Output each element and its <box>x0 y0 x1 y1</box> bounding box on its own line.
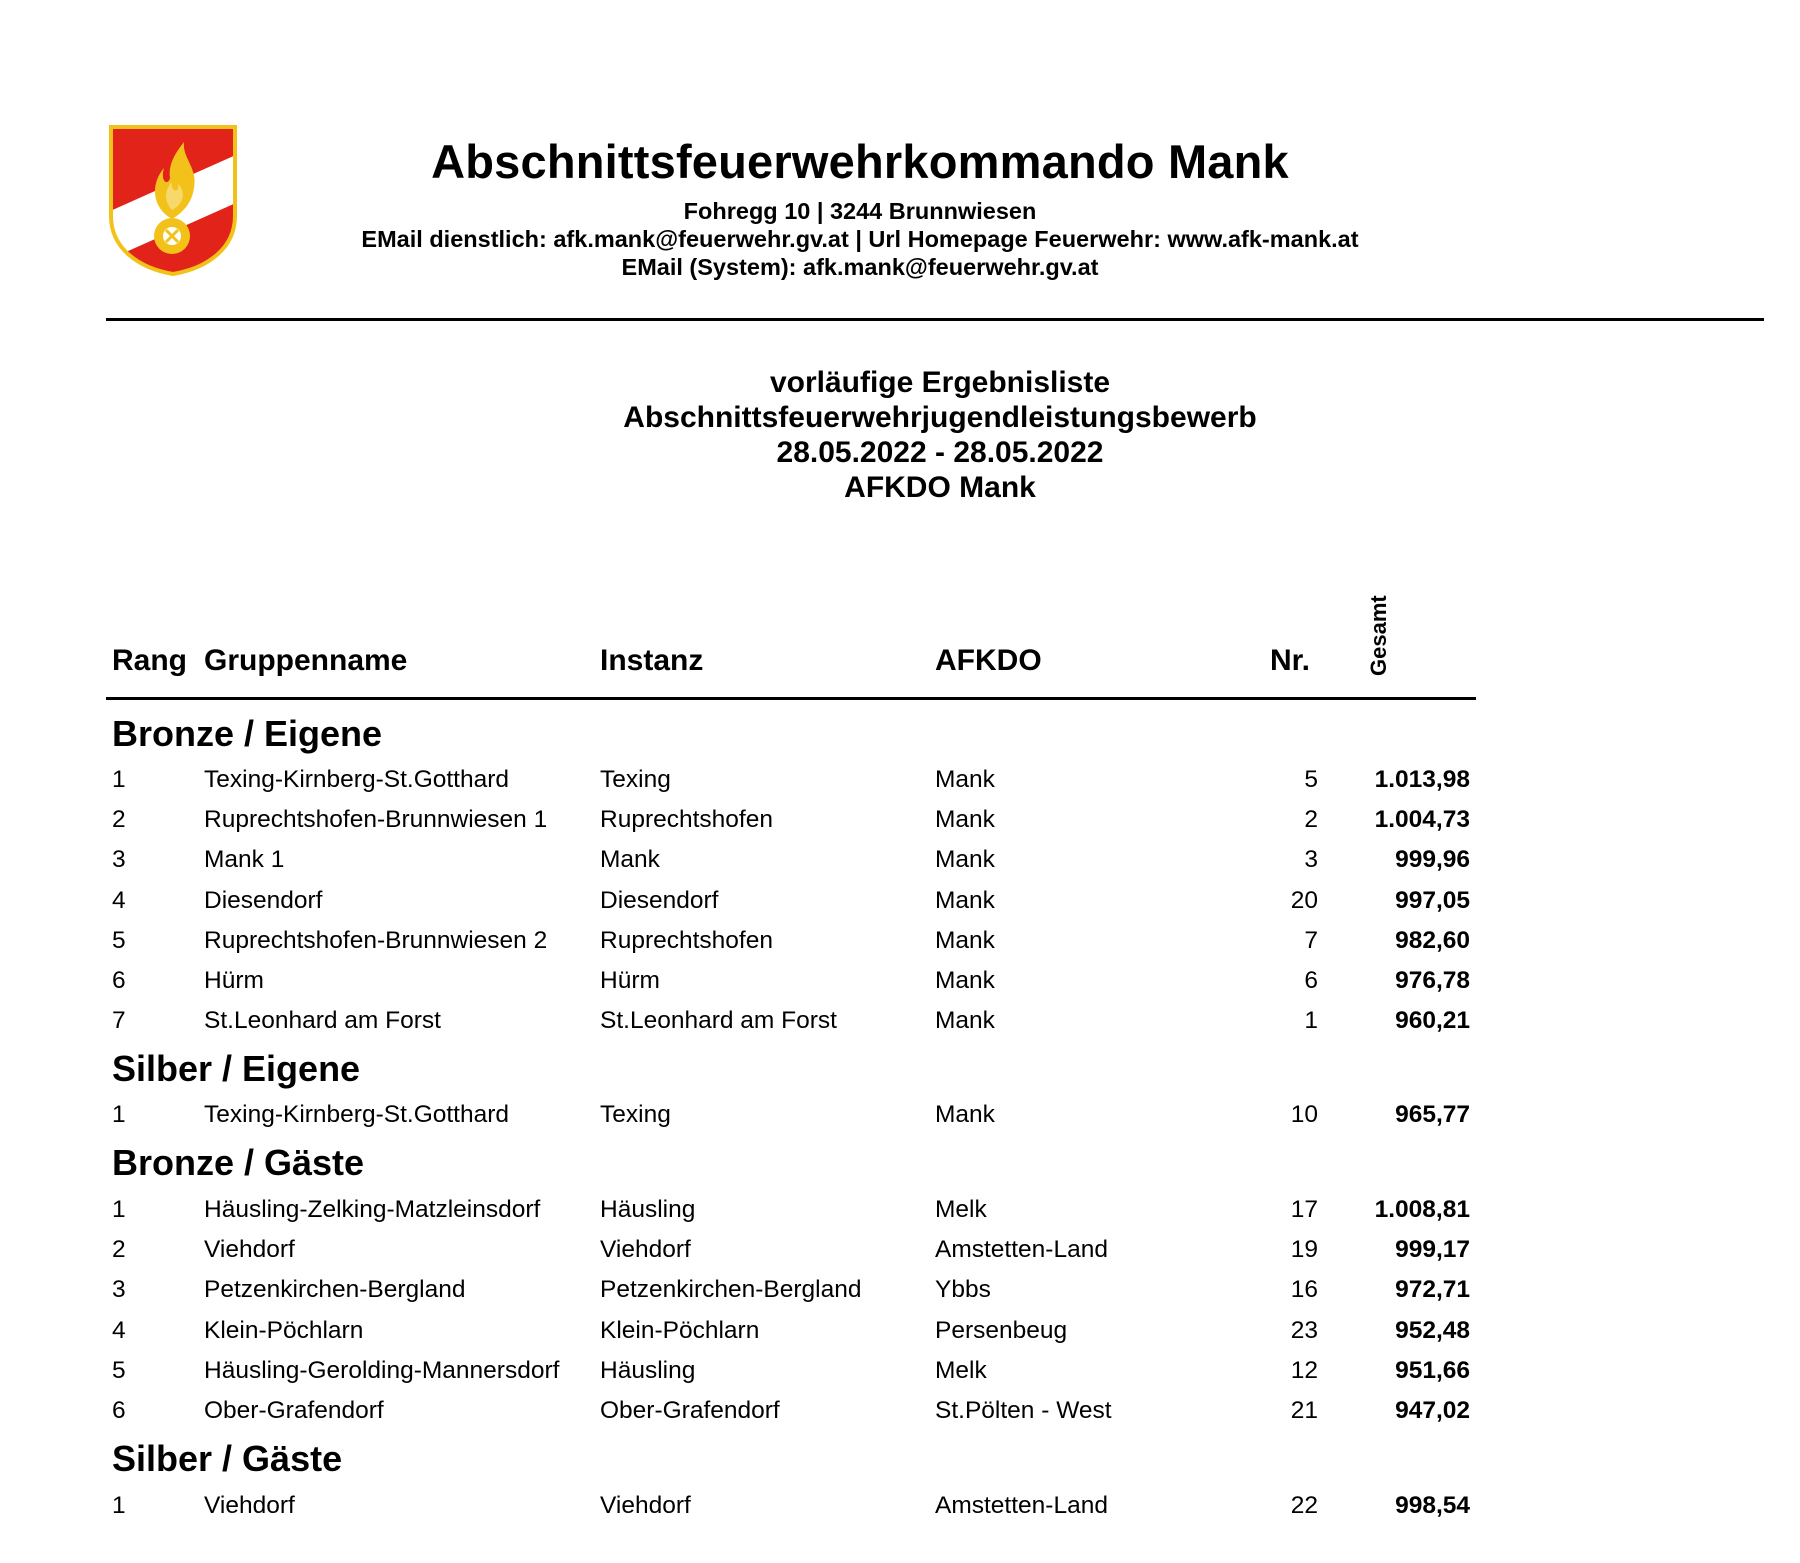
document-title-line3: 28.05.2022 - 28.05.2022 <box>776 436 1104 469</box>
column-header-instanz: Instanz <box>600 644 704 677</box>
table-row <box>0 1397 1800 1437</box>
rang-cell: 1 <box>112 1101 126 1128</box>
gesamt-cell: 999,96 <box>1395 846 1470 874</box>
rang-cell: 2 <box>112 1236 126 1264</box>
section-heading: Silber / Gäste <box>112 1438 343 1479</box>
table-row <box>0 1007 1800 1047</box>
gruppenname-cell: Petzenkirchen-Bergland <box>204 1276 466 1304</box>
table-row <box>0 1317 1800 1357</box>
column-header-gruppenname: Gruppenname <box>204 644 408 677</box>
address-line: Fohregg 10 | 3244 Brunnwiesen <box>683 198 1037 224</box>
column-header-nr: Nr. <box>1270 644 1311 677</box>
document-title-line2: Abschnittsfeuerwehrjugendleistungsbewerb <box>623 401 1257 434</box>
nr-cell: 1 <box>1304 1007 1318 1035</box>
afkdo-cell: St.Pölten - West <box>935 1397 1112 1424</box>
instanz-cell: Viehdorf <box>600 1236 691 1264</box>
nr-cell: 20 <box>1290 886 1318 914</box>
nr-cell: 6 <box>1304 967 1318 994</box>
system-email-line: EMail (System): afk.mank@feuerwehr.gv.at <box>621 254 1099 280</box>
table-row <box>0 1101 1800 1141</box>
instanz-cell: Hürm <box>600 967 660 994</box>
header-divider <box>106 318 1764 321</box>
gruppenname-cell: Ober-Grafendorf <box>204 1397 384 1424</box>
gruppenname-cell: Häusling-Zelking-Matzleinsdorf <box>204 1196 541 1223</box>
afkdo-cell: Mank <box>935 967 995 994</box>
rang-cell: 5 <box>112 1356 126 1384</box>
email-homepage-line: EMail dienstlich: afk.mank@feuerwehr.gv.at | Url Homepage Feuerwehr: www.afk-mank.at <box>361 226 1359 252</box>
instanz-cell: Häusling <box>600 1196 696 1223</box>
rang-cell: 6 <box>112 967 126 994</box>
afkdo-cell: Mank <box>935 766 995 793</box>
nr-cell: 3 <box>1304 846 1318 874</box>
gesamt-cell: 976,78 <box>1395 967 1470 994</box>
gesamt-cell: 965,77 <box>1395 1101 1470 1128</box>
rang-cell: 7 <box>112 1007 126 1035</box>
afkdo-cell: Ybbs <box>935 1276 991 1304</box>
instanz-cell: Ruprechtshofen <box>600 806 773 834</box>
gruppenname-cell: Ruprechtshofen-Brunnwiesen 2 <box>204 926 548 954</box>
instanz-cell: Klein-Pöchlarn <box>600 1316 760 1344</box>
gruppenname-cell: Viehdorf <box>204 1236 295 1264</box>
column-header-gesamt: Gesamt <box>1366 595 1391 676</box>
table-row <box>0 1236 1800 1276</box>
gruppenname-cell: St.Leonhard am Forst <box>204 1007 441 1035</box>
nr-cell: 12 <box>1290 1356 1318 1384</box>
rang-cell: 4 <box>112 1316 126 1344</box>
afkdo-cell: Mank <box>935 1007 995 1035</box>
nr-cell: 10 <box>1290 1101 1318 1128</box>
nr-cell: 23 <box>1290 1316 1318 1344</box>
gesamt-cell: 1.008,81 <box>1374 1196 1470 1223</box>
table-row <box>0 846 1800 886</box>
afkdo-cell: Amstetten-Land <box>935 1492 1108 1519</box>
table-row <box>0 927 1800 967</box>
rang-cell: 6 <box>112 1397 126 1424</box>
gruppenname-cell: Ruprechtshofen-Brunnwiesen 1 <box>204 806 548 834</box>
gruppenname-cell: Hürm <box>204 967 264 994</box>
instanz-cell: Häusling <box>600 1356 696 1384</box>
afkdo-cell: Melk <box>935 1356 987 1384</box>
table-row <box>0 1276 1800 1316</box>
afkdo-cell: Mank <box>935 846 995 874</box>
gesamt-cell: 1.013,98 <box>1374 766 1470 793</box>
gesamt-cell: 997,05 <box>1395 886 1470 914</box>
rang-cell: 2 <box>112 806 126 834</box>
section-heading: Bronze / Gäste <box>112 1142 365 1183</box>
gruppenname-cell: Häusling-Gerolding-Mannersdorf <box>204 1356 560 1384</box>
column-header-rang: Rang <box>112 644 187 677</box>
table-row <box>0 887 1800 927</box>
afkdo-cell: Melk <box>935 1196 987 1223</box>
rang-cell: 3 <box>112 1276 126 1304</box>
gruppenname-cell: Texing-Kirnberg-St.Gotthard <box>204 1101 510 1128</box>
instanz-cell: Texing <box>600 1101 671 1128</box>
nr-cell: 2 <box>1304 806 1318 834</box>
instanz-cell: Ober-Grafendorf <box>600 1397 780 1424</box>
gesamt-cell: 999,17 <box>1395 1236 1470 1264</box>
gesamt-cell: 952,48 <box>1395 1316 1470 1344</box>
instanz-cell: St.Leonhard am Forst <box>600 1007 837 1035</box>
afkdo-cell: Persenbeug <box>935 1316 1068 1344</box>
table-row <box>0 1357 1800 1397</box>
nr-cell: 5 <box>1304 766 1318 793</box>
afkdo-cell: Mank <box>935 1101 995 1128</box>
gesamt-cell: 982,60 <box>1395 926 1470 954</box>
table-row <box>0 1196 1800 1236</box>
gruppenname-cell: Texing-Kirnberg-St.Gotthard <box>204 766 510 793</box>
gesamt-cell: 951,66 <box>1395 1356 1470 1384</box>
section-heading: Silber / Eigene <box>112 1048 361 1089</box>
afkdo-cell: Mank <box>935 886 995 914</box>
rang-cell: 4 <box>112 886 126 914</box>
instanz-cell: Viehdorf <box>600 1492 691 1519</box>
organization-title: Abschnittsfeuerwehrkommando Mank <box>431 135 1289 188</box>
gesamt-cell: 998,54 <box>1395 1492 1470 1519</box>
fire-brigade-emblem-logo <box>108 124 238 276</box>
rang-cell: 1 <box>112 766 126 793</box>
instanz-cell: Mank <box>600 846 660 874</box>
rang-cell: 5 <box>112 926 126 954</box>
nr-cell: 19 <box>1290 1236 1318 1264</box>
nr-cell: 17 <box>1290 1196 1318 1223</box>
gesamt-cell: 972,71 <box>1395 1276 1470 1304</box>
gesamt-cell: 947,02 <box>1395 1397 1470 1424</box>
nr-cell: 7 <box>1304 926 1318 954</box>
instanz-cell: Ruprechtshofen <box>600 926 773 954</box>
gruppenname-cell: Viehdorf <box>204 1492 295 1519</box>
document-title-line1: vorläufige Ergebnisliste <box>769 366 1111 399</box>
instanz-cell: Diesendorf <box>600 886 719 914</box>
rang-cell: 3 <box>112 846 126 874</box>
gruppenname-cell: Diesendorf <box>204 886 323 914</box>
gruppenname-cell: Klein-Pöchlarn <box>204 1316 364 1344</box>
nr-cell: 22 <box>1290 1492 1318 1519</box>
table-header-divider <box>106 697 1476 700</box>
column-header-afkdo: AFKDO <box>935 644 1042 677</box>
gesamt-cell: 1.004,73 <box>1374 806 1470 834</box>
instanz-cell: Texing <box>600 766 671 793</box>
table-row <box>0 967 1800 1007</box>
table-row <box>0 806 1800 846</box>
afkdo-cell: Mank <box>935 806 995 834</box>
table-row <box>0 1492 1800 1532</box>
gesamt-cell: 960,21 <box>1395 1007 1470 1035</box>
nr-cell: 16 <box>1290 1276 1318 1304</box>
afkdo-cell: Mank <box>935 926 995 954</box>
table-row <box>0 766 1800 806</box>
instanz-cell: Petzenkirchen-Bergland <box>600 1276 862 1304</box>
gruppenname-cell: Mank 1 <box>204 846 285 874</box>
rang-cell: 1 <box>112 1196 126 1223</box>
nr-cell: 21 <box>1290 1397 1318 1424</box>
document-title-line4: AFKDO Mank <box>844 471 1036 504</box>
section-heading: Bronze / Eigene <box>112 713 383 754</box>
rang-cell: 1 <box>112 1492 126 1519</box>
afkdo-cell: Amstetten-Land <box>935 1236 1108 1264</box>
